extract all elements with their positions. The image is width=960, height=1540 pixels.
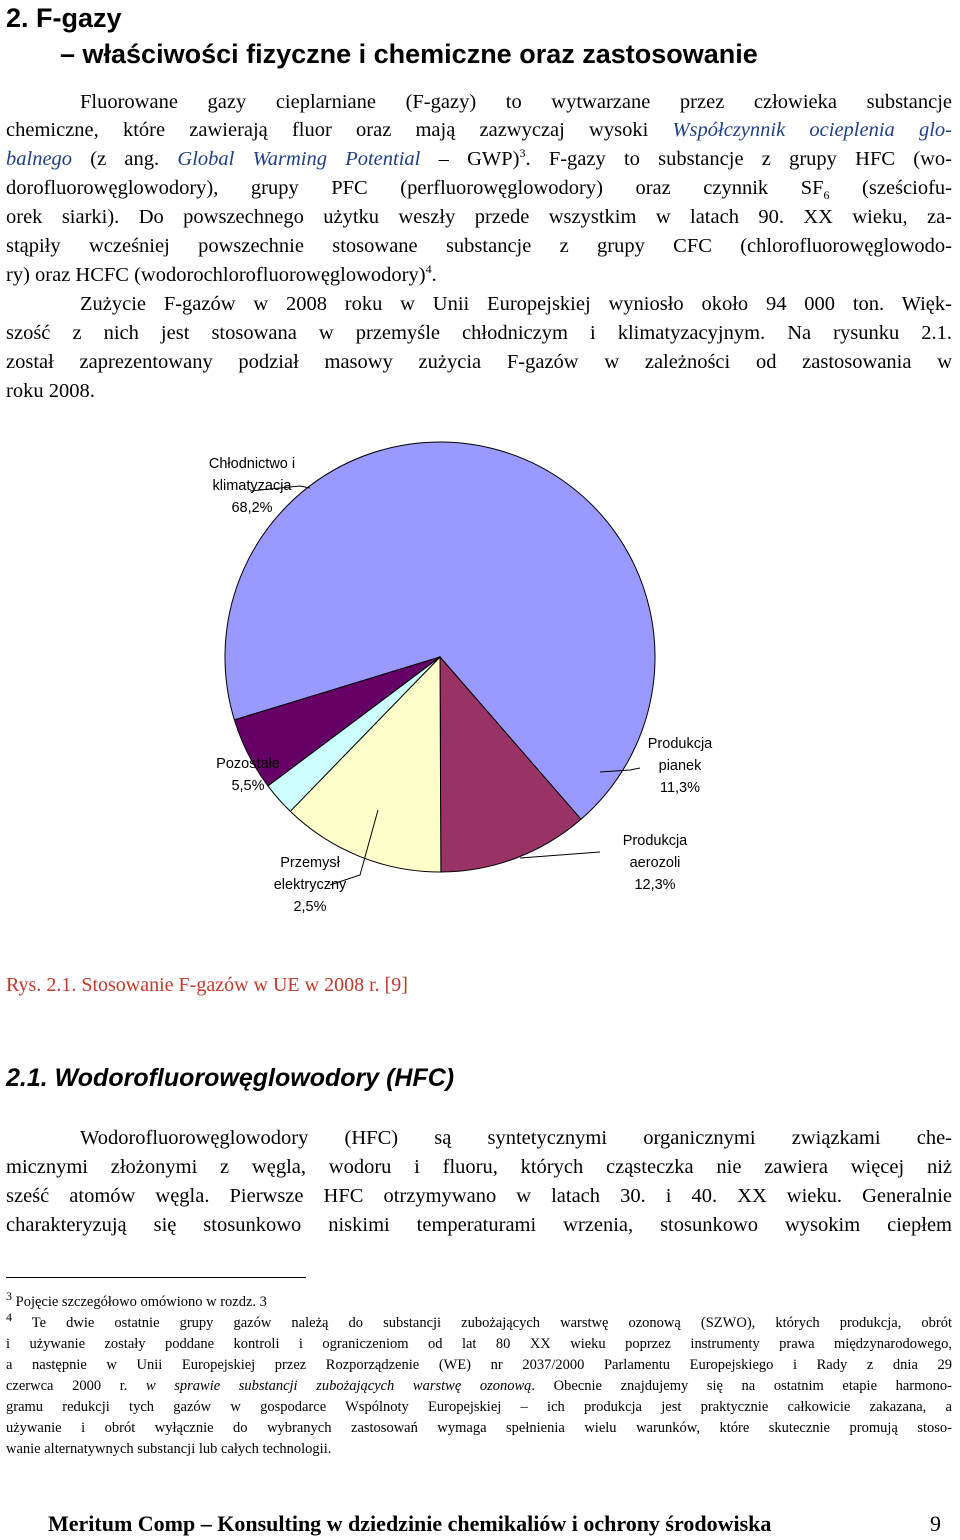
paragraph-line: orek siarki). Do powszechnego użytku weszły przede wszystkim w latach 90. XX wieku, za- [6,206,952,228]
pie-label-refrigeration: Chłodnictwo i klimatyzacja 68,2% [208,456,296,516]
footnote-line: wanie alternatywnych substancji lub całych technologii. [6,1441,332,1457]
pie-label-aerosols: Produkcja aerozoli 12,3% [622,833,688,893]
footnote-4: $^4$ Te dwie ostatnie grupy gazów należą do substancji zubożających warstwę ozonową (SZWO), których produkcja, obrót [6,1310,952,1331]
footnote-separator [6,1277,306,1278]
figure-caption: Rys. 2.1. Stosowanie F-gazów w UE w 2008 r. [9] [6,974,408,996]
paragraph-line: ry) oraz HCFC (wodorochlorofluorowęglowodory)$^4$. [6,262,437,286]
paragraph-line: sześć atomów węgla. Pierwsze HFC otrzymywano w latach 30. i 40. XX wieku. Generalnie [6,1185,952,1207]
paragraph-line: dorofluorowęglowodory), grupy PFC (perfluorowęglowodory) oraz czynnik $SF_6$ (sześciofu- [6,177,952,203]
paragraph-line: Fluorowane gazy cieplarniane (F-gazy) to wytwarzane przez człowieka substancje [80,91,952,113]
pie-chart [0,430,960,950]
pie-label-other: Pozostałe 5,5% [216,756,280,794]
chapter-title-number: 2. F-gazy [6,3,122,33]
paragraph-line: został zaprezentowany podział masowy zużycia F-gazów w zależności od zastosowania w [6,351,952,373]
paragraph-line: charakteryzują się stosunkowo niskimi temperaturami wrzenia, stosunkowo wysokim ciepłem [6,1214,952,1236]
chapter-title: – właściwości fizyczne i chemiczne oraz zastosowanie [60,39,758,69]
paragraph-line: Zużycie F-gazów w 2008 roku w Unii Europejskiej wyniosło około 94 000 ton. Więk- [80,293,952,315]
paragraph-line: chemiczne, które zawierają fluor oraz mają zazwyczaj wysoki Współczynnik ocieplenia glo- [6,119,952,141]
paragraph-line: stąpiły wcześniej powszechnie stosowane substancje z grupy CFC (chlorofluorowęglowodo- [6,235,952,257]
footnote-line: gramu redukcji tych gazów w gospodarce Wspólnoty Europejskiej – ich produkcja jest praktycznie całkowicie zakazana, a [6,1399,952,1415]
footnote-3: $^3$ Pojęcie szczegółowo omówiono w rozdz. 3 [6,1289,267,1310]
paragraph-line: micznymi złożonymi z węgla, wodoru i fluoru, których cząsteczka nie zawiera więcej niż [6,1156,952,1178]
section-title: 2.1. Wodorofluorowęglowodory (HFC) [6,1064,455,1092]
page-footer: Meritum Comp – Konsulting w dziedzinie chemikaliów i ochrony środowiska [48,1511,772,1536]
footnote-line: czerwca 2000 r. w sprawie substancji zubożających warstwę ozonową. Obecnie znajdujemy się na ostatnim etapie harmono- [6,1378,952,1394]
pie-label-electrical: Przemysł elektryczny 2,5% [273,855,347,915]
paragraph-line: balnego (z ang. Global Warming Potential – GWP)$^3$. F-gazy to substancje z grupy HFC (wo- [6,146,952,170]
leader-line [520,852,600,858]
footnote-line: a następnie w Unii Europejskiej przez Rozporządzenie (WE) nr 2037/2000 Parlamentu Europejskiego i Rady z dnia 29 [6,1357,952,1373]
paragraph-line: Wodorofluorowęglowodory (HFC) są syntetycznymi organicznymi związkami che- [80,1127,952,1149]
page-number: 9 [930,1511,941,1536]
paragraph-line: szość z nich jest stosowana w przemyśle chłodniczym i klimatyzacyjnym. Na rysunku 2.1. [6,322,952,344]
paragraph-line: roku 2008. [6,380,95,402]
footnote-line: i używanie zostały poddane kontroli i ograniczeniom od lat 80 XX wieku poprzez instrumenty prawa międzynarodowego, [6,1336,952,1352]
pie-label-foams: Produkcja pianek 11,3% [647,736,713,796]
footnote-line: używanie i obrót wyłącznie do wybranych zastosowań wymaga spełnienia wielu warunków, które skutecznie promują stoso- [6,1420,952,1436]
